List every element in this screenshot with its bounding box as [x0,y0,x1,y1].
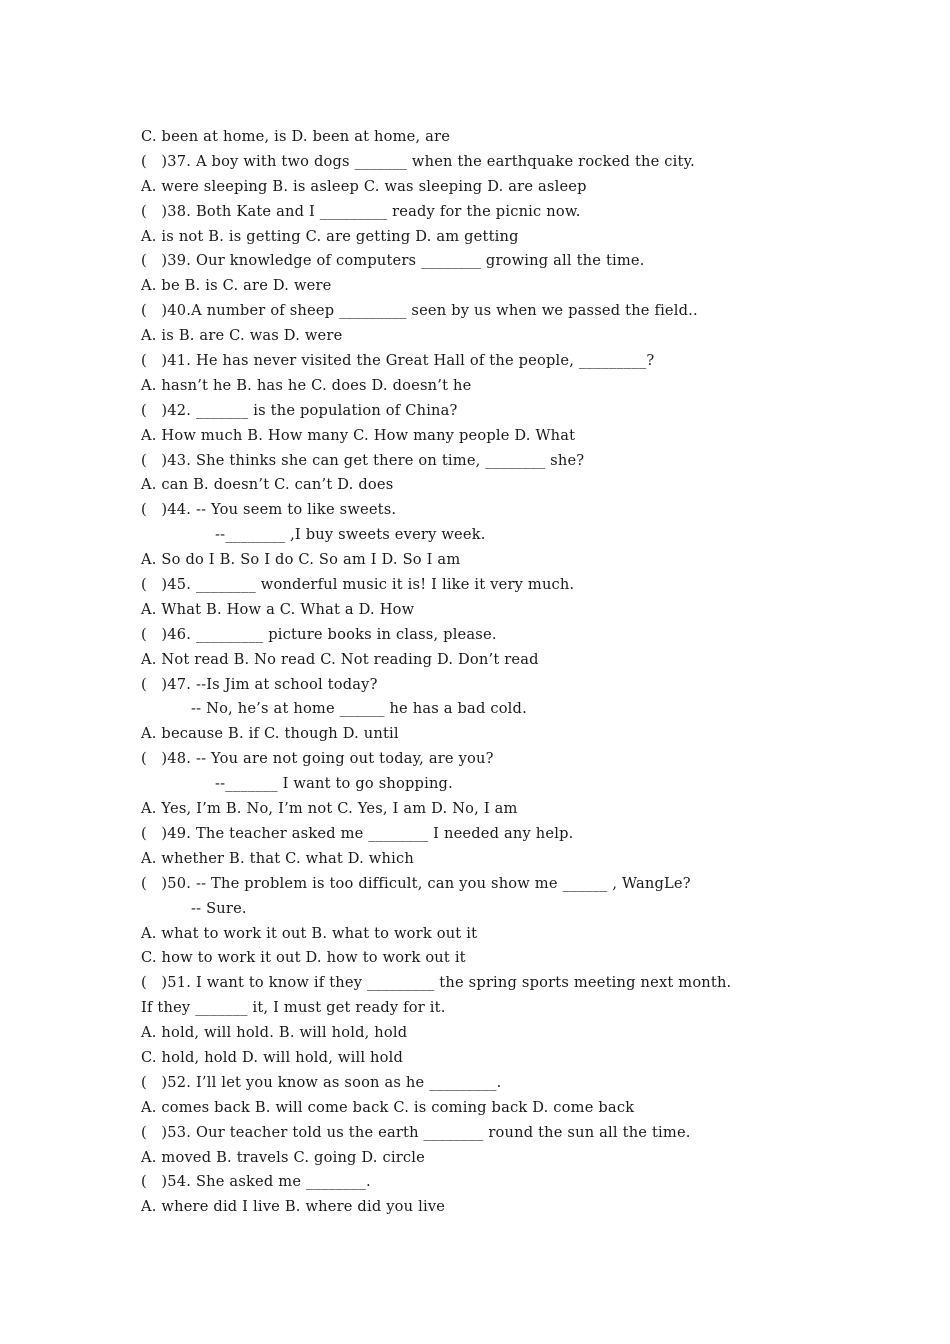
options-line: A. is B. are C. was D. were [141,327,343,345]
question-line: ( )48. -- You are not going out today, are you? [141,750,494,768]
options-line: A. were sleeping B. is asleep C. was sleeping D. are asleep [141,177,587,195]
question-line: ( )43. She thinks she can get there on time, ________ she? [141,451,585,469]
question-line: ( )51. I want to know if they _________ the spring sports meeting next month. [141,974,732,992]
options-line: A. Yes, I’m B. No, I’m not C. Yes, I am D. No, I am [141,800,518,818]
dialogue-line: --________ ,I buy sweets every week. [215,526,486,544]
options-line: A. be B. is C. are D. were [141,277,332,295]
options-line: C. hold, hold D. will hold, will hold [141,1048,404,1066]
question-line: ( )37. A boy with two dogs _______ when the earthquake rocked the city. [141,152,695,170]
dialogue-line: --_______ I want to go shopping. [215,775,453,793]
question-line: ( )47. --Is Jim at school today? [141,675,378,693]
question-line: ( )49. The teacher asked me ________ I needed any help. [141,824,574,842]
dialogue-line: -- Sure. [191,899,247,917]
options-line: C. how to work it out D. how to work out it [141,949,466,967]
options-line: A. So do I B. So I do C. So am I D. So I am [141,551,461,569]
question-line: ( )41. He has never visited the Great Hall of the people, _________? [141,352,655,370]
question-line: ( )44. -- You seem to like sweets. [141,501,397,519]
options-line: A. hold, will hold. B. will hold, hold [141,1024,408,1042]
options-line: A. moved B. travels C. going D. circle [141,1148,425,1166]
options-line: A. is not B. is getting C. are getting D. am getting [141,227,519,245]
options-line: A. can B. doesn’t C. can’t D. does [141,476,394,494]
question-line: ( )38. Both Kate and I _________ ready for the picnic now. [141,202,581,220]
exercise-text-block [141,125,841,1220]
question-line: ( )42. _______ is the population of China? [141,401,458,419]
options-line: A. hasn’t he B. has he C. does D. doesn’t he [141,376,472,394]
options-line: A. How much B. How many C. How many people D. What [141,426,576,444]
options-line: A. what to work it out B. what to work out it [141,924,478,942]
options-line: A. where did I live B. where did you live [141,1198,446,1216]
options-line: A. whether B. that C. what D. which [141,849,414,867]
options-line: A. because B. if C. though D. until [141,725,399,743]
question-line: ( )40.A number of sheep _________ seen by us when we passed the field.. [141,302,698,320]
options-line: A. What B. How a C. What a D. How [141,600,415,618]
question-line: ( )46. _________ picture books in class, please. [141,625,497,643]
question-line: ( )52. I’ll let you know as soon as he _________. [141,1073,502,1091]
dialogue-line: -- No, he’s at home ______ he has a bad cold. [191,700,527,718]
question-line: ( )53. Our teacher told us the earth ________ round the sun all the time. [141,1123,691,1141]
question-line: ( )54. She asked me ________. [141,1173,371,1191]
text-line: If they _______ it, I must get ready for it. [141,999,446,1017]
question-line: ( )39. Our knowledge of computers ________ growing all the time. [141,252,645,270]
question-line: ( )45. ________ wonderful music it is! I like it very much. [141,576,575,594]
options-line: C. been at home, is D. been at home, are [141,128,451,145]
question-line: ( )50. -- The problem is too difficult, can you show me ______ , WangLe? [141,874,691,892]
options-line: A. Not read B. No read C. Not reading D. Don’t read [141,650,539,668]
options-line: A. comes back B. will come back C. is coming back D. come back [141,1098,635,1116]
